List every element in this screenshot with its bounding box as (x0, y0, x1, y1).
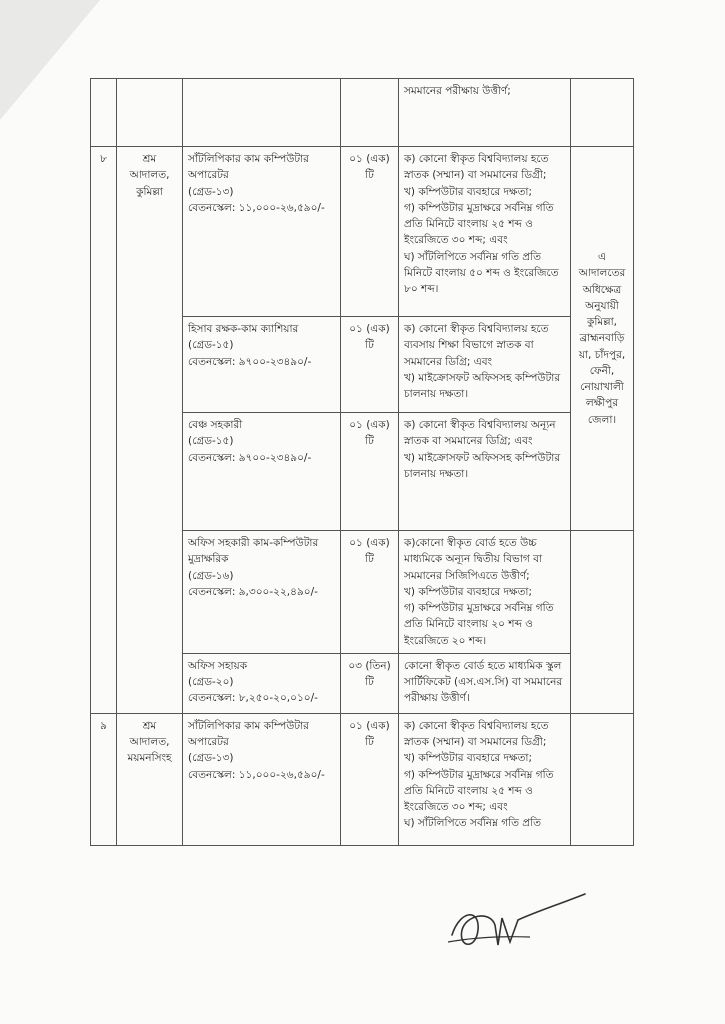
post-cell (183, 413, 341, 531)
qualification-line: ক) কোনো স্বীকৃত বিশ্ববিদ্যালয় হতে ব্যবসায় শিক্ষা বিভাগে স্নাতক বা সমমানের ডিগ্রি; এবং (404, 323, 549, 368)
post-pay-scale: বেতনস্কেল: ৯৭০০-২৩৪৯০/- (188, 451, 312, 464)
qualification-cell (399, 653, 571, 713)
post-grade: (গ্রেড-১৫) (188, 339, 234, 352)
qualification-cell (399, 413, 571, 531)
post-grade: (গ্রেড-১৩) (188, 752, 234, 765)
post-cell (183, 147, 341, 317)
post-grade: (গ্রেড-১৫) (188, 435, 234, 448)
post-title: সাঁটলিপিকার কাম কম্পিউটার অপারেটর (188, 153, 309, 182)
qualification-line: কোনো স্বীকৃত বোর্ড হতে মাধ্যমিক স্কুল সার্টিফিকেট (এস.এস.সি) বা সমমানের পরীক্ষায় উত্তীর্ণ। (404, 659, 563, 705)
post-count: ০১ (এক) টি (341, 713, 399, 845)
serial-number: ৮ (91, 147, 117, 714)
post-cell (183, 653, 341, 713)
post-title: হিসাব রক্ষক-কাম ক্যাশিয়ার (188, 323, 299, 335)
post-title: অফিস সহায়ক (188, 659, 248, 672)
qualification-line: ঘ) সাঁটলিপিতে সর্বনিম্ন গতি প্রতি মিনিটে বাংলায় ৫০ শব্দ ও ইংরেজিতে ৮০ শব্দ। (404, 250, 559, 296)
qualification-line: গ) কম্পিউটার মুদ্রাক্ষরে সর্বনিম্ন গতি প্রতি মিনিটে বাংলায় ২৫ শব্দ ও ইংরেজিতে ৩০ শব্দ; এবং (404, 201, 554, 247)
qualification-line: ক)কোনো স্বীকৃত বোর্ড হতে উচ্চ মাধ্যমিকে অন্যূন দ্বিতীয় বিভাগ বা সমমানের সিজিপিএতে উত্তীর্ণ; (404, 537, 543, 582)
post-pay-scale: বেতনস্কেল: ৯৭০০-২৩৪৯০/- (188, 355, 312, 368)
qualification-line: খ) কম্পিউটার ব্যবহারে দক্ষতা; (404, 585, 533, 598)
qualification-cell (399, 713, 571, 845)
jurisdiction: এ আদালতের অধিক্ষেত্র অনুযায়ী কুমিল্লা, ব্রাহ্মনবাড়িয়া, চাঁদপুর, ফেনী, নোয়াখালী লক্ষীপুর জেলা। (571, 147, 634, 531)
post-cell (183, 713, 341, 845)
court-name: শ্রম আদালত, কুমিল্লা (117, 147, 183, 714)
post-cell (183, 317, 341, 413)
post-count: ০১ (এক) টি (341, 317, 399, 413)
post-cell (183, 531, 341, 654)
post-count: ০১ (এক) টি (341, 413, 399, 531)
post-pay-scale: বেতনস্কেল: ১১,০০০-২৬,৫৯০/- (188, 768, 325, 781)
qualification-line: ক) কোনো স্বীকৃত বিশ্ববিদ্যালয় হতে স্নাতক (সম্মান) বা সমমানের ডিগ্রী; (404, 153, 549, 182)
table-row (91, 79, 634, 147)
post-grade: (গ্রেড-১৩) (188, 185, 234, 198)
qualification-cell (399, 147, 571, 317)
signature (440, 890, 590, 960)
qualification-cell: সমমানের পরীক্ষায় উত্তীর্ণ; (399, 79, 571, 147)
qualification-line: গ) কম্পিউটার মুদ্রাক্ষরে সর্বনিম্ন গতি প্রতি মিনিটে বাংলায় ২৫ শব্দ ও ইংরেজিতে ৩০ শব্দ; এবং (404, 768, 554, 814)
table-row (91, 713, 634, 845)
post-title: অফিস সহকারী কাম-কম্পিউটার মুদ্রাক্ষরিক (188, 537, 319, 566)
post-grade: (গ্রেড-২০) (188, 676, 234, 689)
qualification-line: খ) মাইক্রোসফট অফিসসহ কম্পিউটার চালনায় দক্ষতা। (404, 451, 561, 480)
court-name: শ্রম আদালত, ময়মনসিংহ (117, 713, 183, 845)
qualification-line: খ) মাইক্রোসফট অফিসসহ কম্পিউটার চালনায় দক্ষতা। (404, 371, 561, 401)
post-count: ০১ (এক) টি (341, 147, 399, 317)
qualification-cell (399, 317, 571, 413)
post-pay-scale: বেতনস্কেল: ১১,০০০-২৬,৫৯০/- (188, 201, 325, 214)
post-title: বেঞ্চ সহকারী (188, 419, 243, 431)
post-count: ০১ (এক) টি (341, 531, 399, 654)
qualification-line: খ) কম্পিউটার ব্যবহারে দক্ষতা; (404, 185, 533, 198)
post-grade: (গ্রেড-১৬) (188, 569, 234, 582)
post-count: ০৩ (তিন) টি (341, 653, 399, 713)
recruitment-table (90, 78, 634, 846)
serial-number: ৯ (91, 713, 117, 845)
qualification-line: ক) কোনো স্বীকৃত বিশ্ববিদ্যালয় হতে স্নাতক (সম্মান) বা সমমানের ডিগ্রী; (404, 719, 549, 749)
post-title: সাঁটলিপিকার কাম কম্পিউটার অপারেটর (188, 719, 309, 749)
post-pay-scale: বেতনস্কেল: ৮,২৫০-২০,০১০/- (188, 692, 318, 705)
page-fold-shadow (0, 0, 100, 120)
qualification-line: গ) কম্পিউটার মুদ্রাক্ষরে সর্বনিম্ন গতি প্রতি মিনিটে বাংলায় ২০ শব্দ ও ইংরেজিতে ২০ শব্দ। (404, 602, 554, 647)
qualification-line: খ) কম্পিউটার ব্যবহারে দক্ষতা; (404, 752, 533, 765)
table-row (91, 147, 634, 317)
post-pay-scale: বেতনস্কেল: ৯,৩০০-২২,৪৯০/- (188, 585, 318, 598)
qualification-cell (399, 531, 571, 654)
qualification-line: ক) কোনো স্বীকৃত বিশ্ববিদ্যালয় অন্যূন স্নাতক বা সমমানের ডিগ্রি; এবং (404, 419, 556, 448)
qualification-line: ঘ) সাঁটলিপিতে সর্বনিম্ন গতি প্রতি (404, 817, 542, 830)
